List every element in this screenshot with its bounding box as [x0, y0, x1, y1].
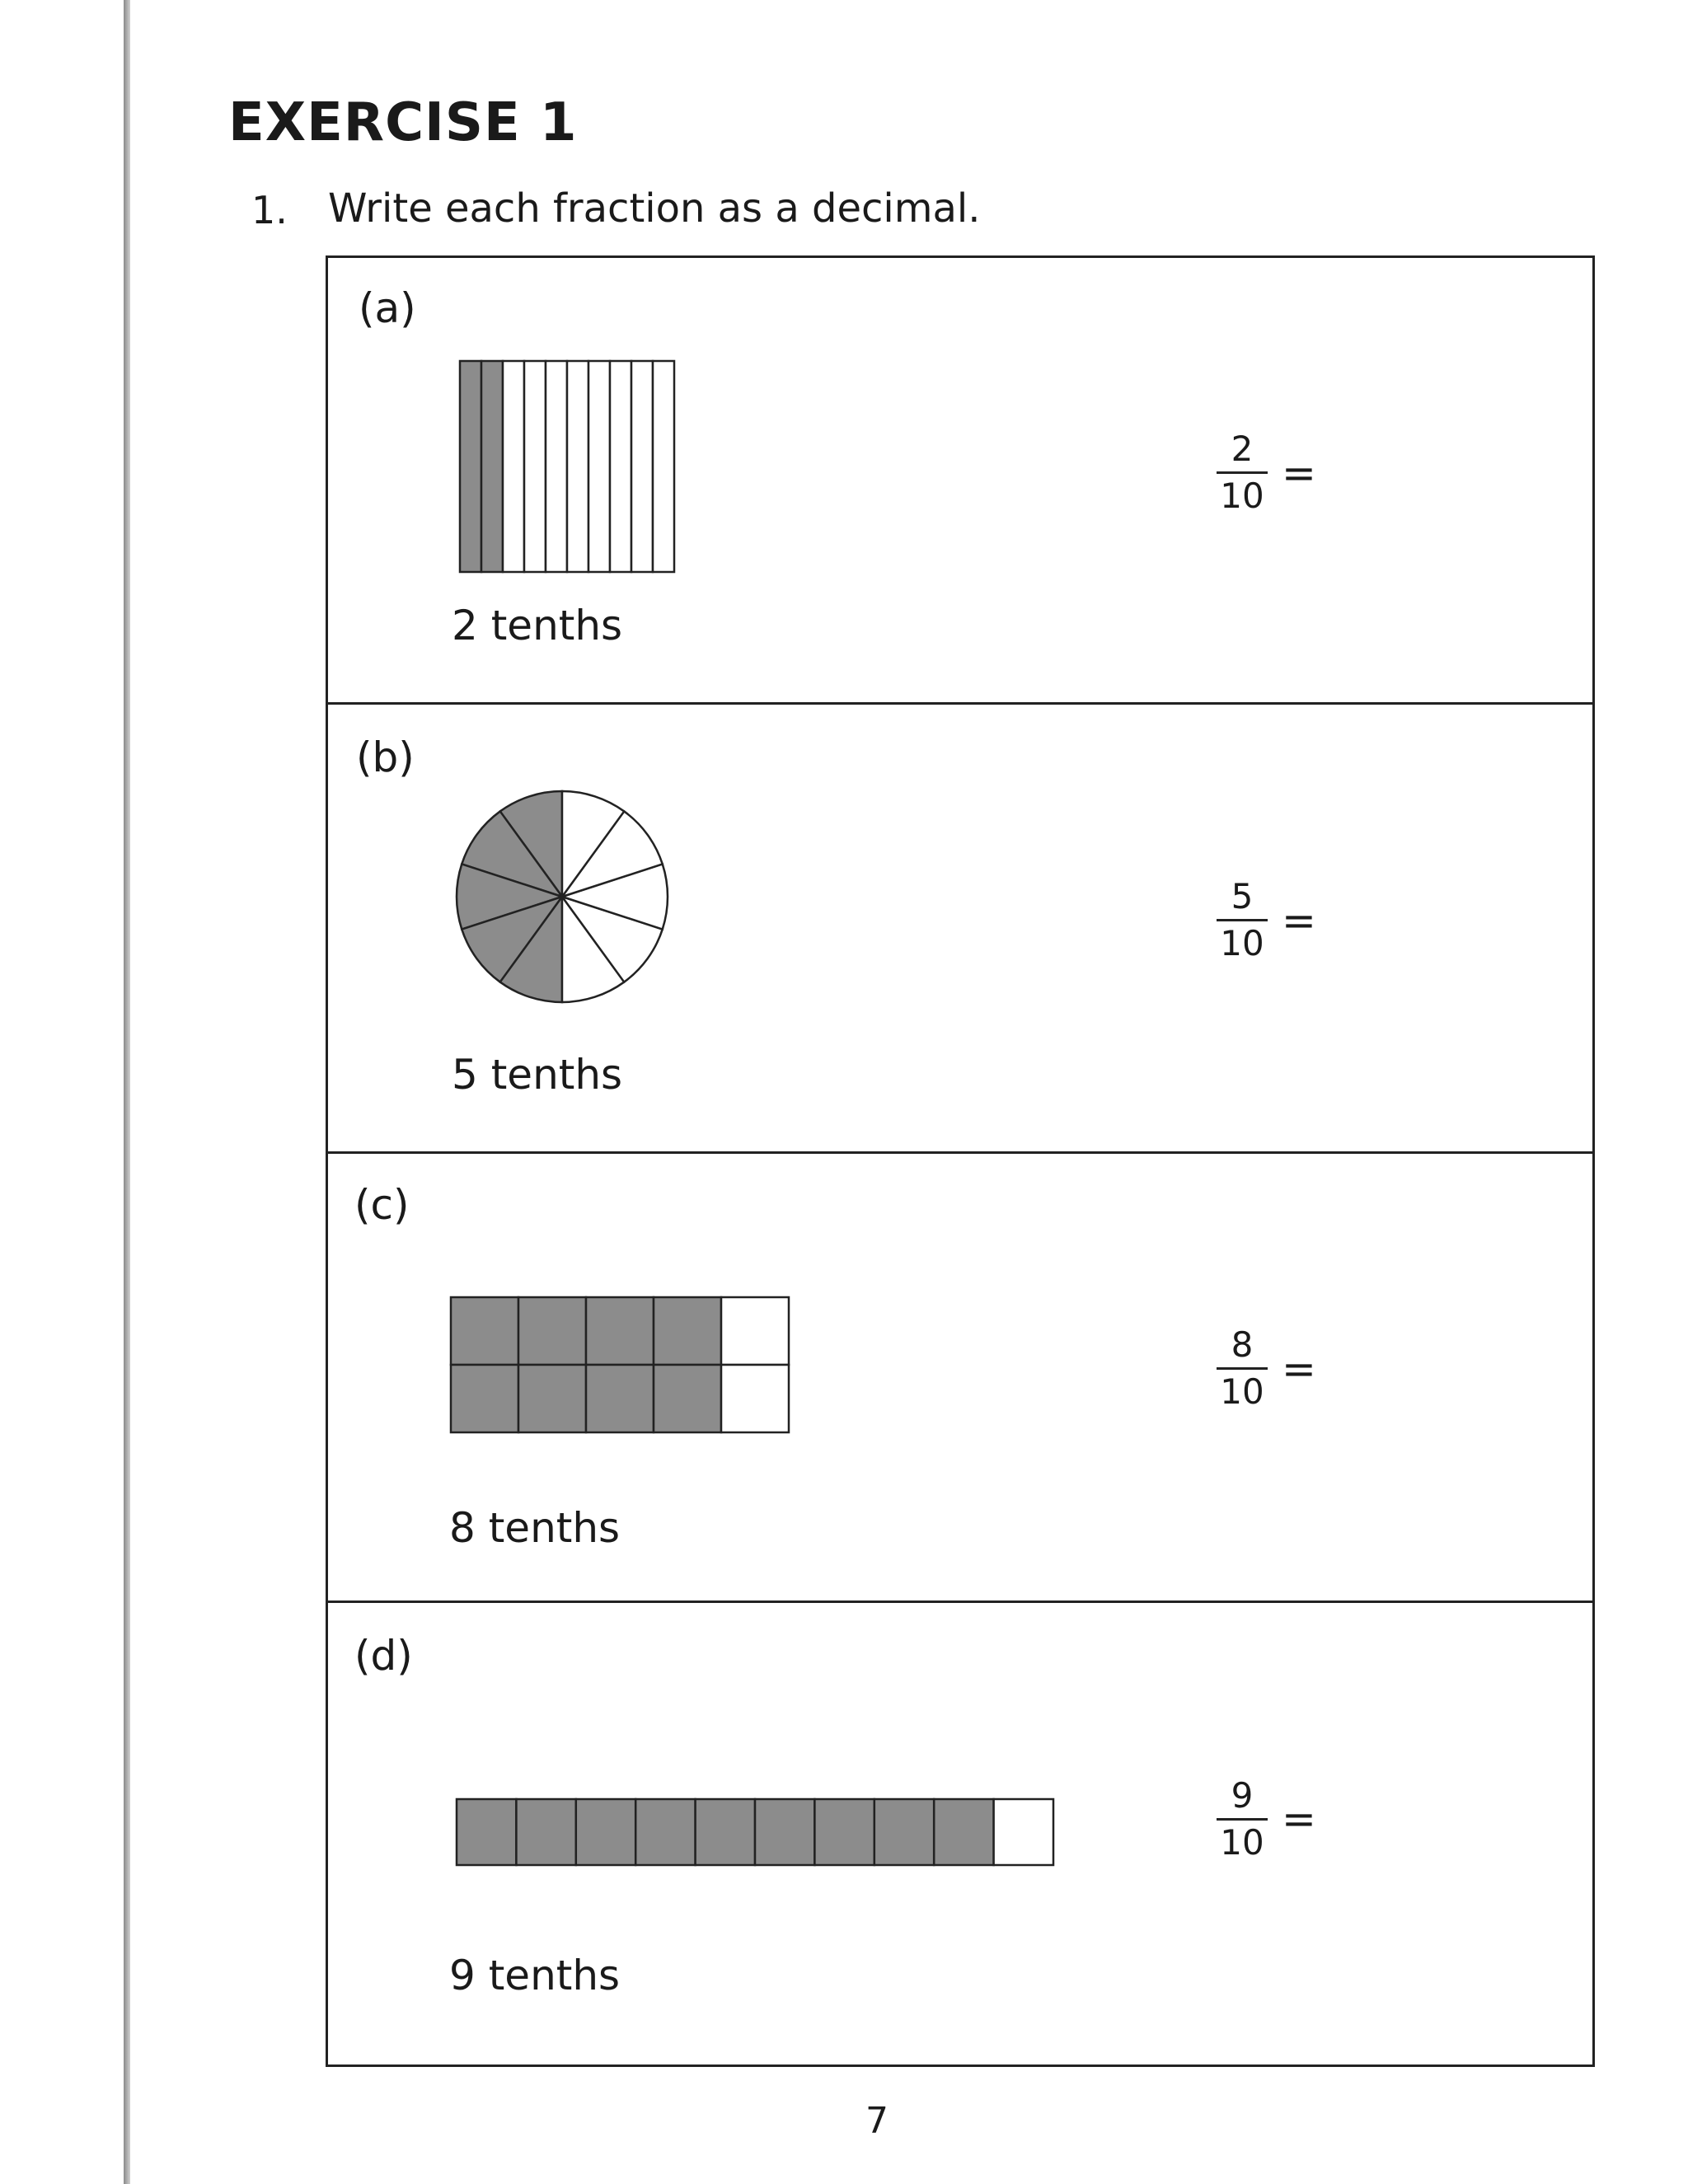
- shaded-cell: [451, 1365, 518, 1432]
- part-d-equals: =: [1282, 1795, 1316, 1843]
- shaded-cell: [576, 1799, 635, 1865]
- fraction-numerator: 9: [1231, 1775, 1254, 1816]
- empty-strip: [546, 361, 567, 572]
- shaded-cell: [516, 1799, 575, 1865]
- empty-strip: [567, 361, 588, 572]
- part-d-row-model: [455, 1797, 1055, 1867]
- question-number: 1.: [251, 188, 288, 232]
- fraction-numerator: 8: [1231, 1324, 1254, 1365]
- part-b-equals: =: [1282, 897, 1316, 944]
- fraction-bar: [1217, 471, 1268, 474]
- part-d-fraction: [1213, 1775, 1271, 1863]
- question-text: Write each fraction as a decimal.: [328, 185, 981, 232]
- shaded-cell: [586, 1365, 654, 1432]
- part-c-caption: 8 tenths: [449, 1504, 621, 1552]
- shaded-cell: [755, 1799, 814, 1865]
- panel-divider: [326, 1151, 1595, 1154]
- part-b-fraction: [1213, 876, 1271, 964]
- shaded-cell: [814, 1799, 874, 1865]
- shaded-strip: [460, 361, 481, 572]
- fraction-numerator: 2: [1231, 429, 1254, 469]
- shaded-cell: [451, 1297, 518, 1365]
- fraction-denominator: 10: [1220, 1822, 1264, 1863]
- empty-strip: [588, 361, 610, 572]
- part-a-fraction: [1213, 429, 1271, 517]
- shaded-strip: [481, 361, 503, 572]
- part-b-label: (b): [356, 733, 415, 781]
- empty-strip: [524, 361, 546, 572]
- part-c-equals: =: [1282, 1345, 1316, 1393]
- empty-strip: [653, 361, 674, 572]
- fraction-bar: [1217, 1818, 1268, 1821]
- fraction-bar: [1217, 1367, 1268, 1370]
- part-a-strip-model: [458, 359, 673, 574]
- page-number: 7: [865, 2100, 889, 2142]
- exercise-title: EXERCISE 1: [228, 92, 578, 153]
- part-a-label: (a): [359, 284, 416, 332]
- part-d-label: (d): [354, 1632, 413, 1680]
- shaded-cell: [457, 1799, 516, 1865]
- fraction-numerator: 5: [1231, 876, 1254, 916]
- book-binding-shadow: [124, 0, 130, 2184]
- empty-cell: [994, 1799, 1053, 1865]
- shaded-cell: [586, 1297, 654, 1365]
- panel-divider: [326, 1601, 1595, 1603]
- shaded-cell: [518, 1365, 586, 1432]
- fraction-denominator: 10: [1220, 923, 1264, 963]
- empty-strip: [503, 361, 524, 572]
- part-a-caption: 2 tenths: [452, 602, 623, 649]
- shaded-cell: [934, 1799, 993, 1865]
- empty-strip: [631, 361, 653, 572]
- shaded-cell: [654, 1297, 721, 1365]
- shaded-cell: [518, 1297, 586, 1365]
- part-a-equals: =: [1282, 449, 1316, 497]
- shaded-cell: [874, 1799, 934, 1865]
- part-c-grid-model: [449, 1296, 791, 1432]
- shaded-cell: [654, 1365, 721, 1432]
- shaded-cell: [635, 1799, 695, 1865]
- shaded-cell: [696, 1799, 755, 1865]
- fraction-denominator: 10: [1220, 1371, 1264, 1412]
- fraction-bar: [1217, 919, 1268, 921]
- part-d-caption: 9 tenths: [449, 1952, 621, 1999]
- part-b-caption: 5 tenths: [452, 1051, 623, 1099]
- part-c-label: (c): [354, 1181, 410, 1229]
- empty-cell: [721, 1297, 789, 1365]
- panel-divider: [326, 702, 1595, 705]
- fraction-denominator: 10: [1220, 476, 1264, 516]
- part-b-circle-model: [453, 788, 671, 1005]
- empty-strip: [610, 361, 631, 572]
- part-c-fraction: [1213, 1324, 1271, 1413]
- empty-cell: [721, 1365, 789, 1432]
